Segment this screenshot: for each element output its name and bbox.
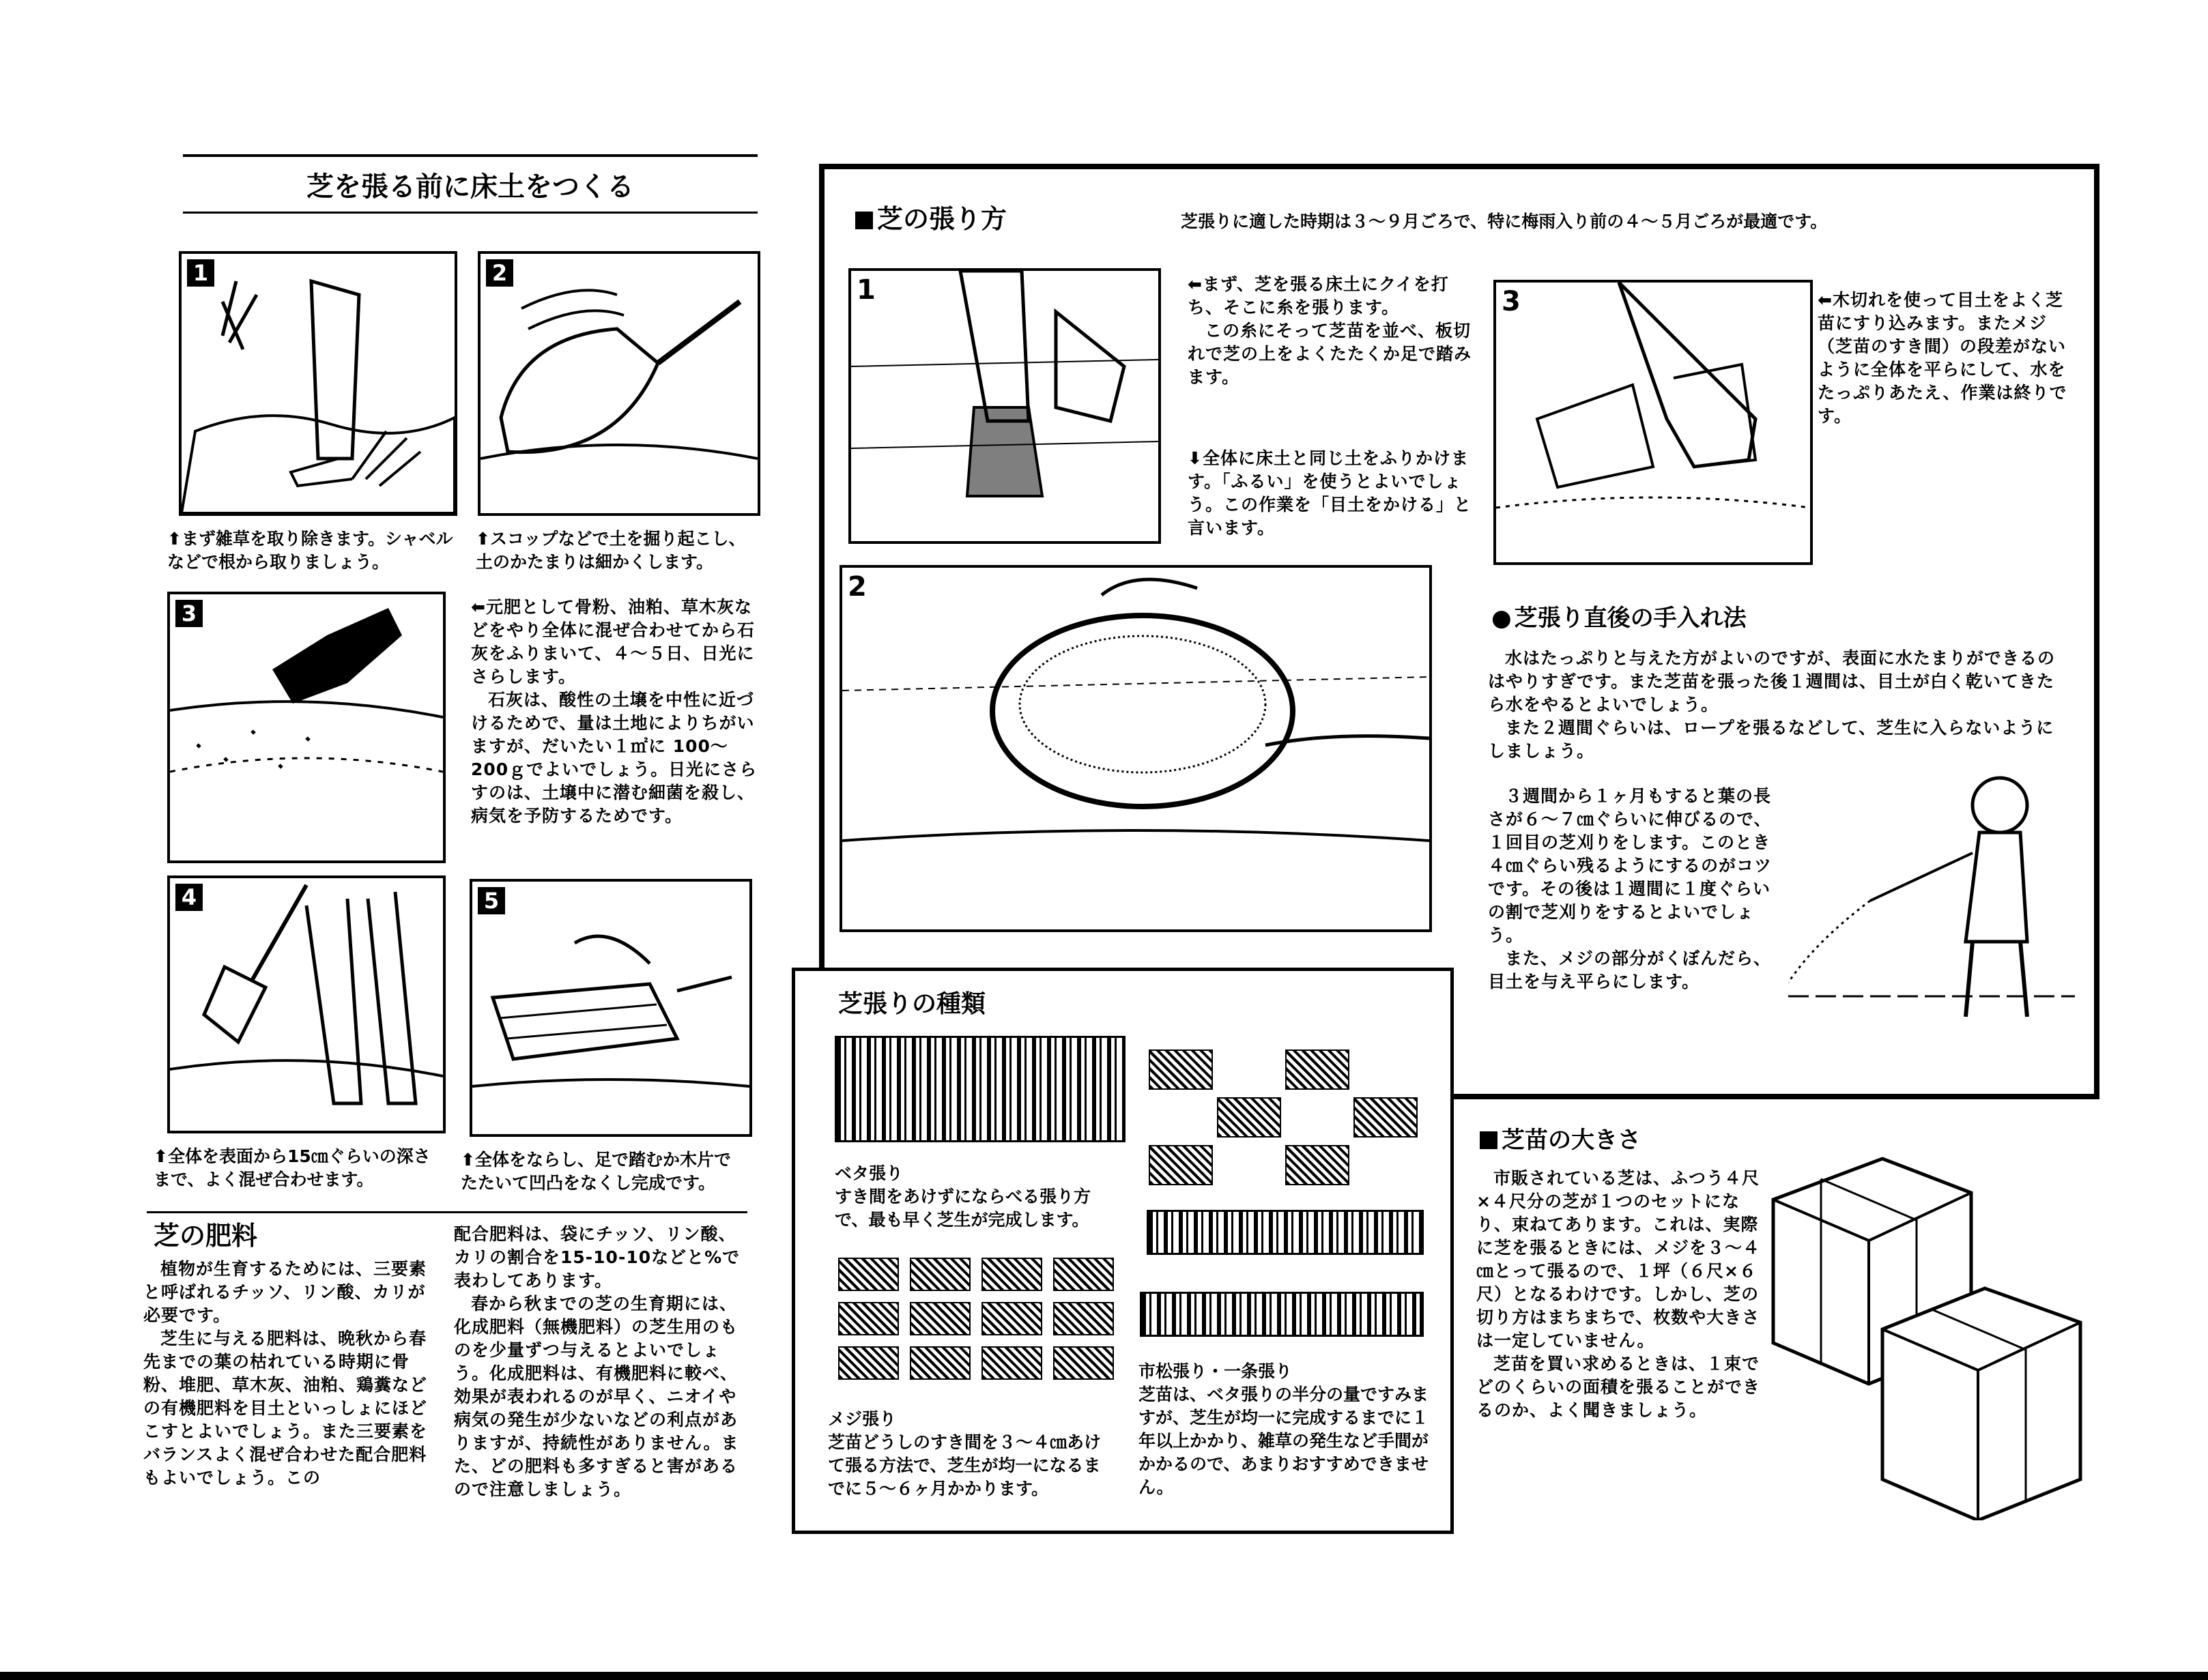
method-step-number-1: 1 [857,274,876,306]
method-title-text: 芝の張り方 [877,204,1007,234]
method-title [855,198,1007,235]
care-text-p2: また２週間ぐらいは、ロープを張るなどして、芝生に入らないようにしましょう。 [1488,718,2054,761]
step-number-5: 5 [478,887,505,914]
page-bottom-border [0,1672,2208,1680]
meji-tile [1053,1346,1114,1380]
illustration-step-4-mixing [167,875,446,1133]
illustration-method-1-string [848,268,1161,544]
single-line-sample-1 [1147,1210,1424,1255]
caption-step-2: ⬆スコップなどで土を掘り起こし、土のかたまりは細かくします。 [476,529,746,572]
text-method-3: ⬅木切れを使って目土をよく芝苗にすり込みます。またメジ（芝苗のすき間）の段差がないように全体を平らにして、水をたっぷりあたえ、作業は終りです。 [1818,290,2067,426]
size-title-text: 芝苗の大きさ [1502,1127,1641,1154]
fertilizing-drawing [170,594,443,860]
types-title: 芝張りの種類 [838,990,986,1018]
text-step-3-p2: 石灰は、酸性の土壌を中性に近づけるためで、量は土地によりちがいますが、だいたい１㎡に 100～200ｇでよいでしょう。日光にさらすのは、土壌中に潜む細菌を殺し、病気を予防するためです。 [471,690,758,826]
beta-desc: すき間をあけずにならべる張り方で、最も早く芝生が完成します。 [835,1187,1091,1230]
beta-label: ベタ張り [835,1163,904,1183]
mixing-drawing [170,878,443,1131]
caption-step-1: ⬆まず雑草を取り除きます。シャベルなどで根から取りましょう。 [167,529,453,572]
meji-tile [1053,1302,1114,1335]
text-method-2: ⬇全体に床土と同じ土をふりかけます。「ふるい」を使うとよいでしょう。この作業を「目土をかける」と言います。 [1188,448,1472,538]
ichimatsu-desc: 芝苗は、ベタ張りの半分の量ですみますが、芝生が均一に完成するまでに１年以上かかり、雑草の発生など手間がかかるので、あまりおすすめできません。 [1138,1385,1429,1497]
sieve-drawing [842,568,1429,929]
meji-tile [981,1346,1042,1380]
meji-tile [981,1258,1042,1291]
care-text [1488,647,2061,763]
illustration-step-1-weeding [179,251,457,516]
rubbing-drawing [1496,283,1810,562]
illustration-method-3-rubbing [1493,280,1813,565]
fertilizer-col-2-p2: 春から秋までの芝の生育期には、化成肥料（無機肥料）の芝生用のものを少量ずつ与えるとよいでしょう。化成肥料は、有機肥料に較べ、効果が表われるのが早く、ニオイや病気の発生が少ないなどの利点がありますが、持続性がありません。また、どの肥料も多すぎると害があるので注意しましょう。 [454,1294,739,1499]
text-step-3-p1: ⬅元肥として骨粉、油粕、草木灰などをやり全体に混ぜ合わせてから石灰をふりまいて、４～５日、日光にさらします。 [471,597,756,686]
care-text-mowing-p2: また、メジの部分がくぼんだら、目土を与え平らにします。 [1488,948,1772,991]
meji-tile [838,1258,899,1291]
text-method-1-p2: この糸にそって芝苗を並べ、板切れで芝の上をよくたたくか足で踏みます。 [1188,321,1472,387]
meji-label: メジ張り [828,1409,897,1429]
care-title [1491,599,1747,633]
method-step-number-3: 3 [1502,286,1521,317]
text-step-3 [471,596,758,828]
watering-person-illustration [1788,764,2075,1024]
size-title [1480,1121,1641,1155]
step-number-3: 3 [175,600,203,627]
size-text [1476,1167,1770,1422]
checker-tile [1149,1145,1213,1185]
checker-tile [1285,1145,1349,1185]
single-line-sample-2 [1140,1292,1424,1337]
meji-tile [1053,1258,1114,1291]
meji-desc: 芝苗どうしのすき間を３～４㎝あけて張る方法で、芝生が均一になるまでに５～６ヶ月かかります。 [828,1432,1102,1498]
meji-tile [838,1346,899,1380]
care-text-p1: 水はたっぷりと与えた方がよいのですが、表面に水たまりができるのはやりすぎです。また芝苗を張った後１週間は、目土が白く乾いてきたら水をやるとよいでしょう。 [1488,648,2056,714]
fertilizer-col-2 [454,1223,747,1501]
fertilizer-top-rule [147,1211,747,1213]
care-text-mowing [1488,785,1775,994]
fertilizer-col-1-p2: 芝生に与える肥料は、晩秋から春先までの葉の枯れている時期に骨粉、堆肥、草木灰、油粕、鶏糞などの有機肥料を目土といっしょにほどこすとよいでしょう。また三要素をバランスよく混ぜ合わせた配合肥料もよいでしょう。この [143,1329,428,1488]
checker-tile [1285,1049,1349,1090]
title-rule-bottom [183,212,758,214]
string-drawing [851,271,1158,541]
method-subtitle: 芝張りに適した時期は３～９月ごろで、特に梅雨入り前の４～５月ごろが最適です。 [1181,212,1828,231]
meji-sample [838,1258,1118,1387]
checker-tile [1217,1097,1281,1138]
meji-tile [981,1302,1042,1335]
step-number-1: 1 [187,259,214,287]
weeding-drawing [182,254,455,513]
beta-sample [835,1036,1125,1142]
sod-bundles-illustration [1766,1138,2087,1520]
digging-drawing [481,254,758,513]
fertilizer-col-2-p1: 配合肥料は、袋にチッソ、リン酸、カリの割合を15-10-10などと%で表わしてあります。 [454,1224,741,1290]
illustration-step-3-fertilizing [167,592,446,863]
caption-step-5: ⬆全体をならし、足で踏むか木片でたたいて凹凸をなくし完成です。 [461,1150,731,1193]
step-number-2: 2 [486,259,513,287]
meji-tile [910,1258,971,1291]
leveling-drawing [472,882,749,1134]
checker-tile [1149,1049,1213,1090]
caption-step-4: ⬆全体を表面から15㎝ぐらいの深さまで、よく混ぜ合わせます。 [154,1146,431,1189]
illustration-method-2-sieve [840,565,1432,932]
text-method-1 [1188,273,1474,389]
meji-tile [838,1302,899,1335]
care-text-mowing-p1: ３週間から１ヶ月もすると葉の長さが６～７㎝ぐらいに伸びるので、１回目の芝刈りをします。このとき４㎝ぐらい残るようにするのがコツです。その後は１週間に１度ぐらいの割で芝刈りをするとよいでしょう。 [1488,786,1773,945]
illustration-step-5-leveling [470,879,752,1137]
checker-tile [1353,1097,1418,1138]
ichimatsu-label: 市松張り・一条張り [1138,1361,1293,1381]
fertilizer-col-1 [143,1258,437,1490]
step-number-4: 4 [175,884,203,911]
method-step-number-2: 2 [848,571,867,603]
fertilizer-title: 芝の肥料 [154,1221,258,1251]
checker-sample [1149,1049,1429,1183]
fertilizer-col-1-p1: 植物が生育するためには、三要素と呼ばれるチッソ、リン酸、カリが必要です。 [143,1259,427,1325]
size-text-p2: 芝苗を買い求めるときは、１束でどのくらいの面積を張ることができるのか、よく聞きましょう。 [1476,1354,1761,1420]
meji-tile [910,1346,971,1380]
size-text-p1: 市販されている芝は、ふつう４尺×４尺分の芝が１つのセットになり、束ねてあります。これは、実際に芝を張るときには、メジを３～４㎝とって張るので、１坪（６尺×６尺）となるわけです。しかし、芝の切り方はまちまちで、枚数や大きさは一定していません。 [1476,1168,1761,1350]
meji-tile [910,1302,971,1335]
text-method-1-p1: ⬅まず、芝を張る床土にクイを打ち、そこに糸を張ります。 [1188,274,1449,317]
title-rule-top [183,154,758,157]
care-title-text: 芝張り直後の手入れ法 [1514,605,1747,632]
illustration-step-2-digging [478,251,760,516]
section-title-bed-soil: 芝を張る前に床土をつくる [306,171,634,203]
